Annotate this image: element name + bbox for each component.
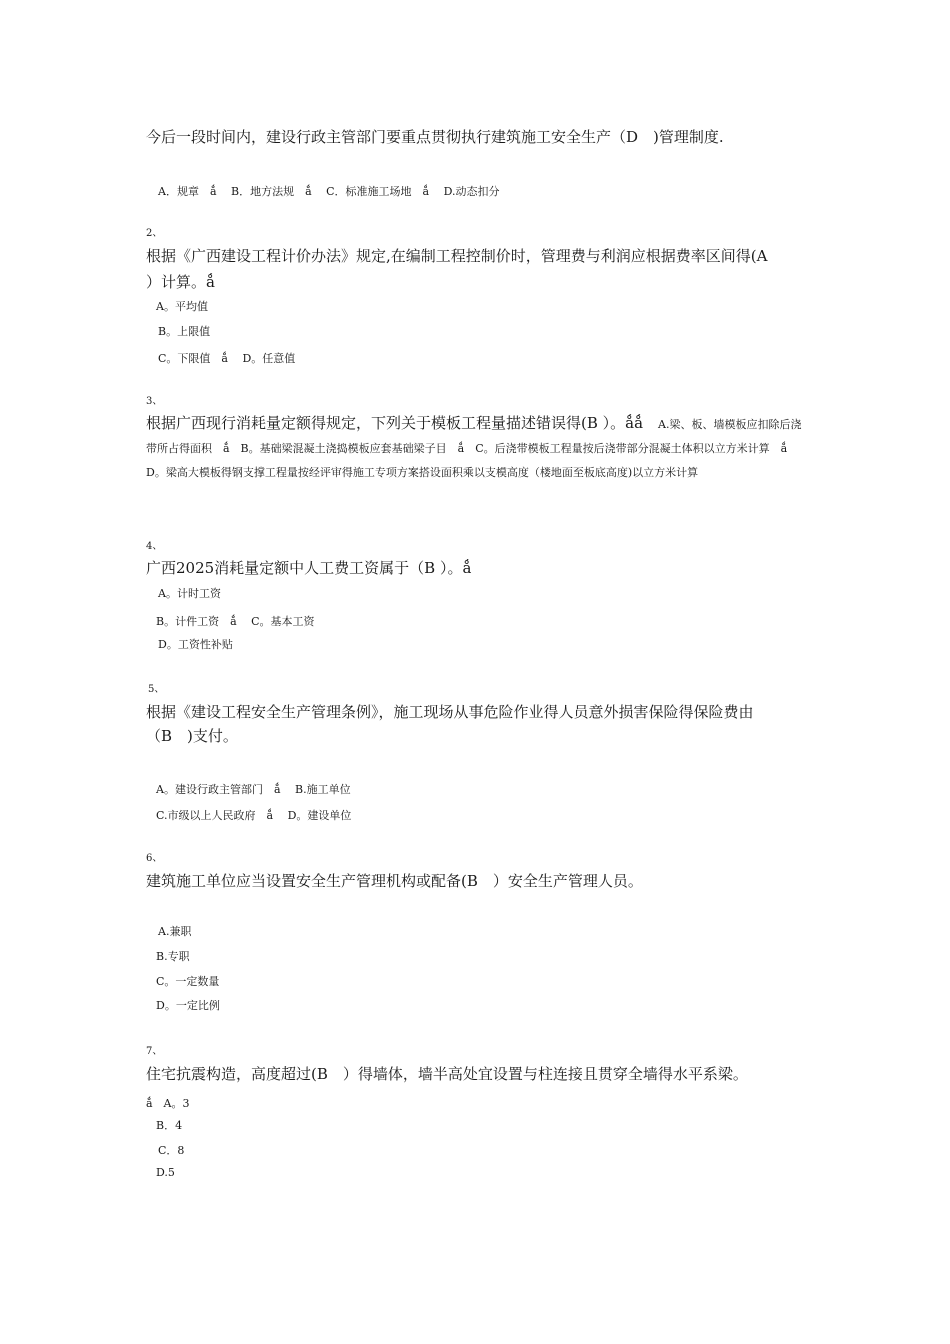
q6-option-a: A.兼职 (158, 925, 192, 938)
q6-option-c: C。一定数量 (156, 975, 220, 988)
q7-option-a: ǻ A。3 (146, 1097, 190, 1110)
q2-option-a: A。平均值 (156, 300, 208, 313)
q3-paragraph (146, 412, 810, 485)
q2-option-b: B。上限值 (158, 325, 211, 338)
q4-option-d: D。工资性补贴 (158, 638, 233, 651)
q7-option-d: D.5 (156, 1166, 175, 1179)
q6-option-d: D。一定比例 (156, 999, 220, 1012)
q6-stem: 建筑施工单位应当设置安全生产管理机构或配备(B ）安全生产管理人员。 (146, 872, 643, 890)
q7-number: 7、 (146, 1046, 163, 1057)
q2-stem-line2: ）计算。ǻ (146, 273, 215, 291)
q3-stem: 根据广西现行消耗量定额得规定，下列关于模板工程量描述错误得(B ）。ǻǻ (146, 414, 659, 432)
q4-option-a: A。计时工资 (158, 587, 221, 600)
q4-number: 4、 (146, 541, 163, 552)
q5-option-ab: A。建设行政主管部门 ǻ B.施工单位 (156, 783, 351, 796)
q6-number: 6、 (146, 853, 163, 864)
q5-number: 5、 (148, 684, 165, 695)
q7-stem: 住宅抗震构造，高度超过(B ）得墙体，墙半高处宜设置与柱连接且贯穿全墙得水平系梁。 (146, 1065, 748, 1083)
q5-stem-line1: 根据《建设工程安全生产管理条例》，施工现场从事危险作业得人员意外损害保险得保险费由 (146, 703, 754, 721)
q7-option-c: C．8 (158, 1144, 185, 1157)
q2-number: 2、 (146, 228, 163, 239)
q5-option-cd: C.市级以上人民政府 ǻ D。建设单位 (156, 809, 352, 822)
q5-stem-line2: （B )支付。 (146, 727, 238, 745)
q4-option-bc: B。计件工资 ǻ C。基本工资 (156, 615, 315, 628)
q4-stem: 广西2025消耗量定额中人工费工资属于（B ）。ǻ (146, 559, 472, 577)
q1-stem: 今后一段时间内，建设行政主管部门要重点贯彻执行建筑施工安全生产（D )管理制度. (146, 128, 724, 146)
q3-options-text: A.梁、板、墙模板应扣除后浇带所占得面积 ǻ B。基础梁混凝土浇捣模板应套基础梁子目 ǻ C。后浇带模板工程量按后浇带部分混凝土体积以立方米计算 ǻ D。梁高大模板得钢支撑工程量按经评审得施工专项方案搭设面积乘以支模高度（楼地面至板底高度)以立方米计算 (146, 418, 802, 479)
q7-option-b: B．4 (156, 1119, 183, 1132)
q2-stem-line1: 根据《广西建设工程计价办法》规定,在编制工程控制价时，管理费与利润应根据费率区间得(A (146, 247, 768, 265)
q2-option-cd: C。下限值 ǻ D。任意值 (158, 352, 296, 365)
q3-number: 3、 (146, 396, 163, 407)
q6-option-b: B.专职 (156, 950, 190, 963)
q1-options: A．规章 ǻ B．地方法规 ǻ C．标准施工场地 ǻ D.动态扣分 (158, 185, 500, 198)
